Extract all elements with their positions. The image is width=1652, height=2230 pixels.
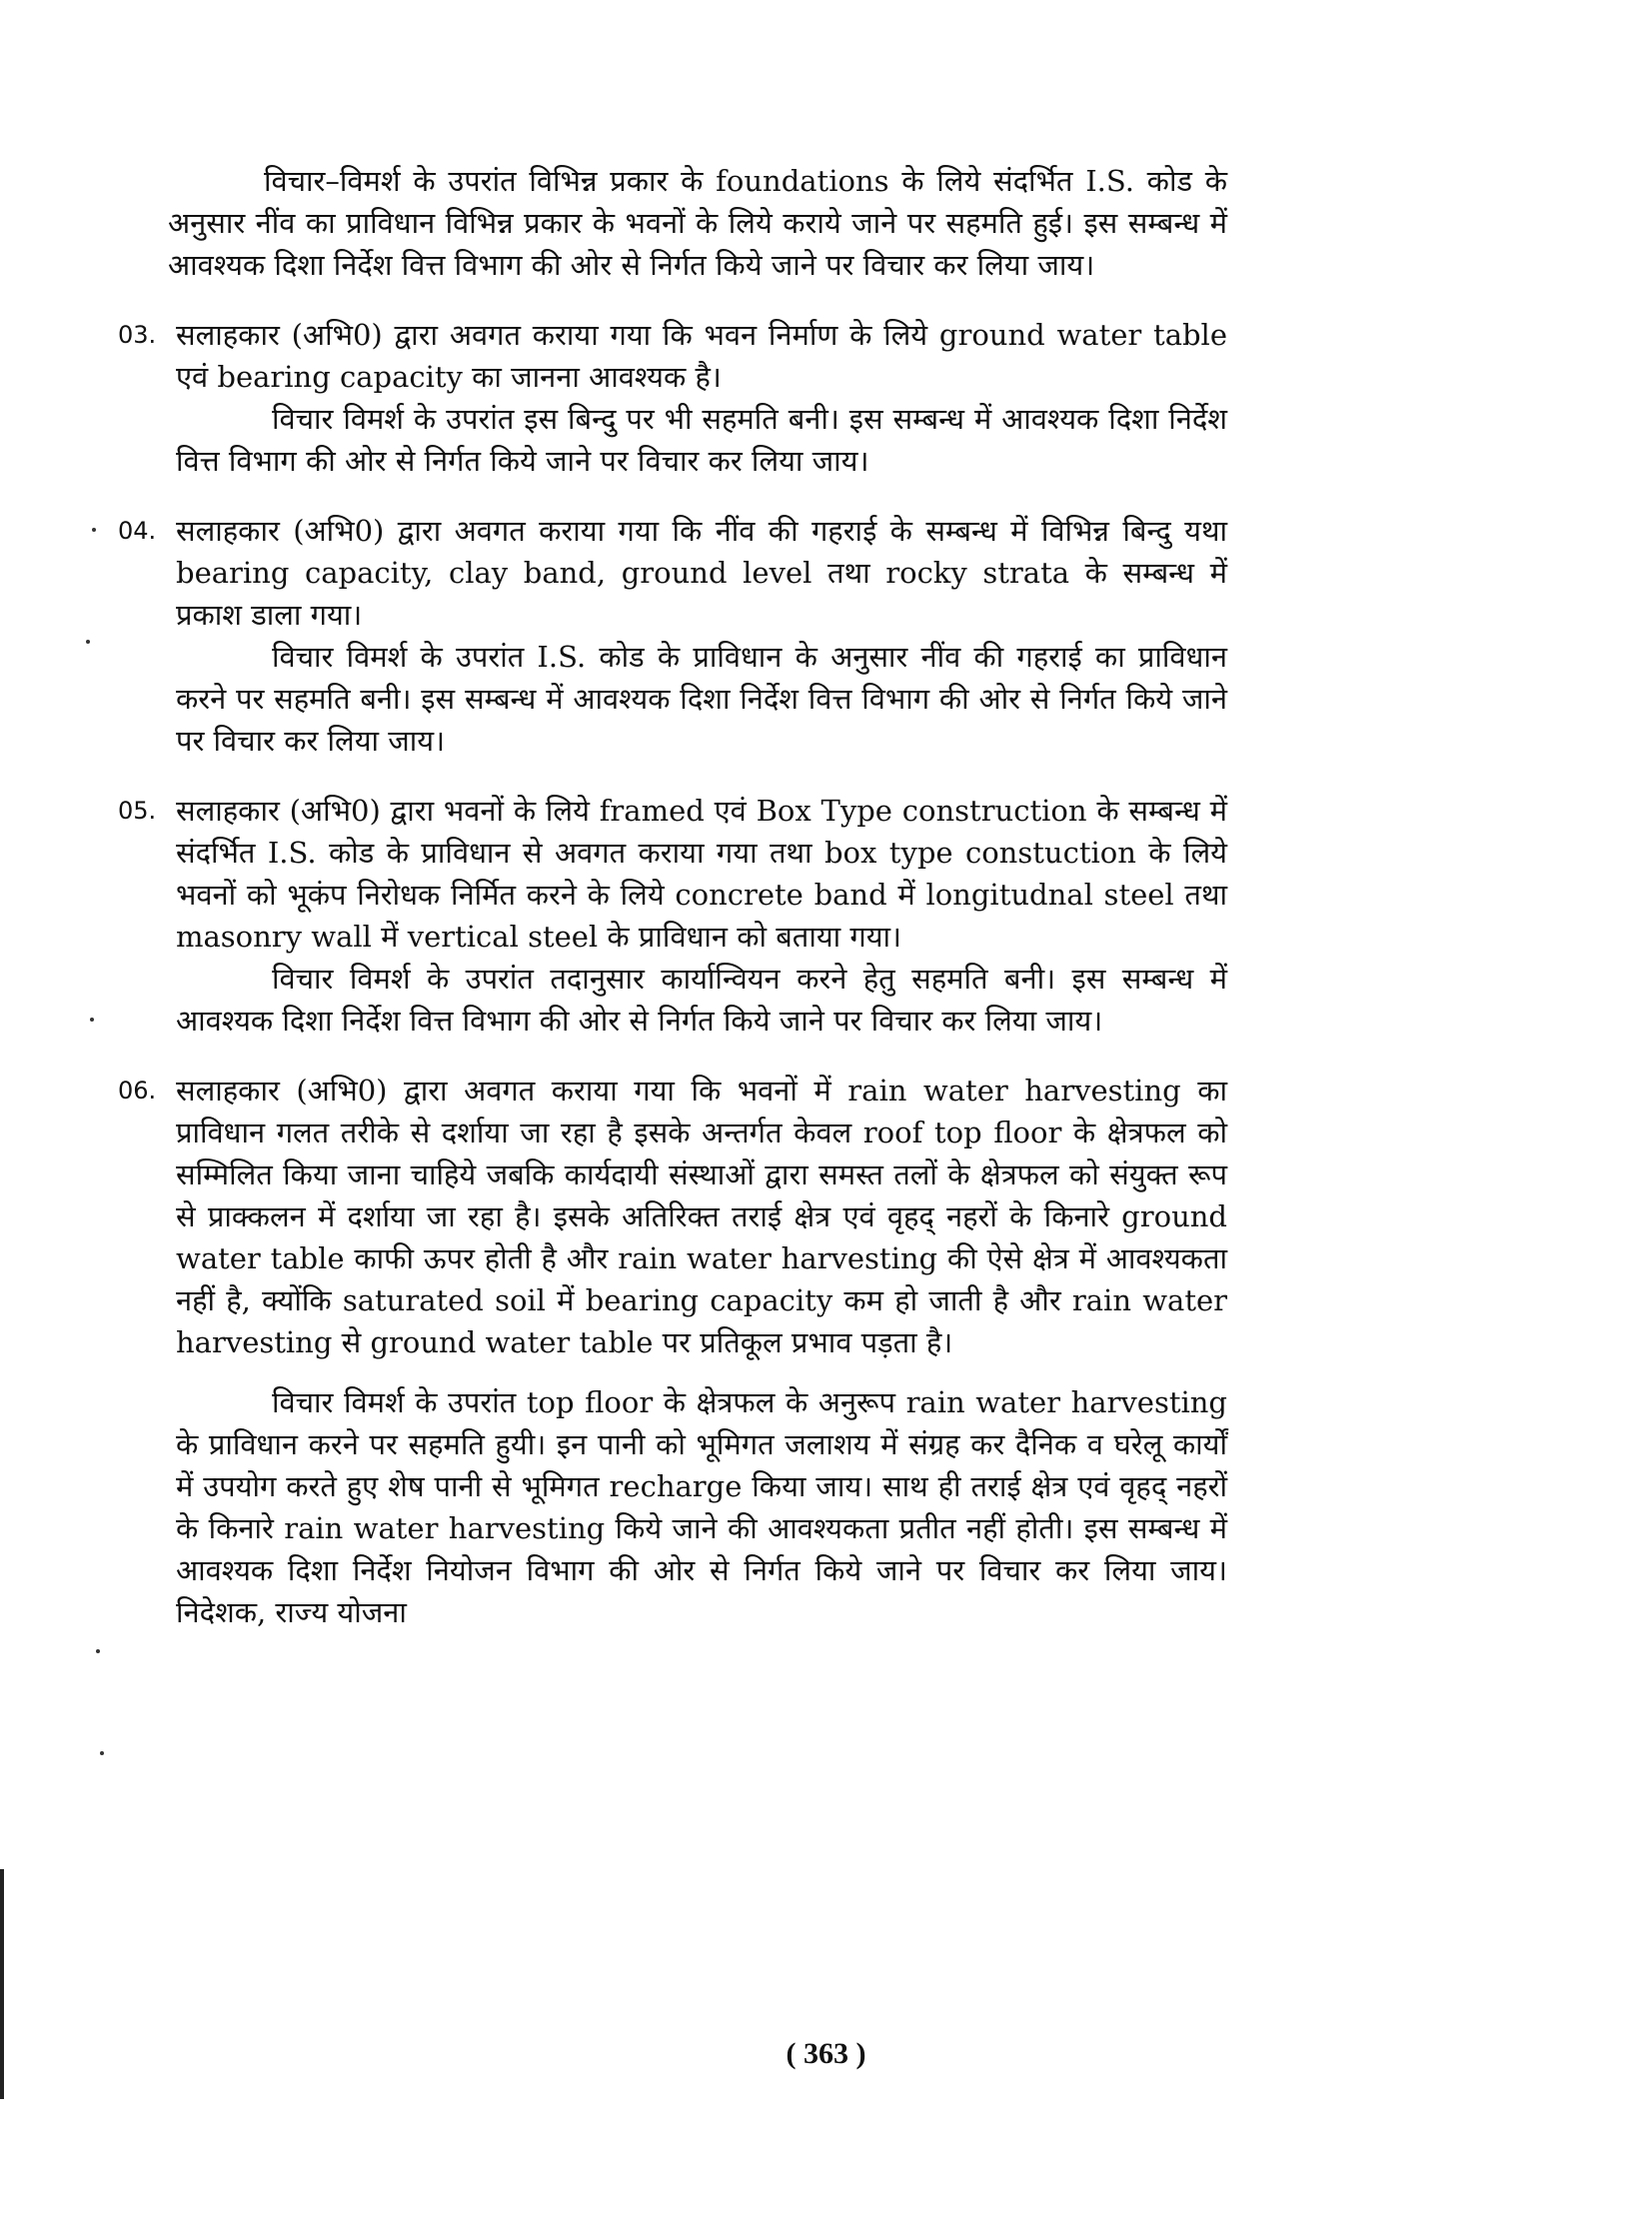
item-text: सलाहकार (अभि0) द्वारा अवगत कराया गया कि भवनों में rain water harvesting का प्राविधान गलत तरीके से दर्शाया जा रहा है इसके अन्तर्गत केवल roof top floor के क्षेत्रफल को सम्मिलित किया जाना चाहिये जबकि कार्यदायी संस्थाओं द्वारा समस्त तलों के क्षेत्रफल को संयुक्त रूप से प्राक्कलन में दर्शाया जा रहा है। इसके अतिरिक्त तराई क्षेत्र एवं वृहद् नहरों के किनारे ground water table काफी ऊपर होती है और rain water harvesting की ऐसे क्षेत्र में आवश्यकता नहीं है, क्योंकि saturated soil में bearing capacity कम हो जाती है और rain water harvesting से ground water table पर प्रतिकूल प्रभाव पड़ता है। xyxy=(176,1074,1227,1359)
page-number: ( 363 ) xyxy=(786,2037,866,2070)
item-text: सलाहकार (अभि0) द्वारा अवगत कराया गया कि नींव की गहराई के सम्बन्ध में विभिन्न बिन्दु यथा bearing capacity, clay band, ground level तथा rocky strata के सम्बन्ध में प्रकाश डाला गया। xyxy=(176,514,1227,632)
item-decision: विचार विमर्श के उपरांत तदानुसार कार्यान्वियन करने हेतु सहमति बनी। इस सम्बन्ध में आवश्यक दिशा निर्देश वित्त विभाग की ओर से निर्गत किये जाने पर विचार कर लिया जाय। xyxy=(176,962,1227,1038)
scan-speck xyxy=(90,1018,94,1022)
item-decision: विचार विमर्श के उपरांत इस बिन्दु पर भी सहमति बनी। इस सम्बन्ध में आवश्यक दिशा निर्देश वित्त विभाग की ओर से निर्गत किये जाने पर विचार कर लिया जाय। xyxy=(176,402,1227,478)
agenda-item-06 xyxy=(118,1070,1227,1633)
item-number: 05. xyxy=(118,797,157,825)
item-text: सलाहकार (अभि0) द्वारा अवगत कराया गया कि भवन निर्माण के लिये ground water table एवं bearing capacity का जानना आवश्यक है। xyxy=(176,318,1227,394)
item-number: 03. xyxy=(118,321,157,349)
agenda-item-04 xyxy=(118,510,1227,762)
document-body xyxy=(118,160,1227,1633)
scan-speck xyxy=(100,1751,104,1755)
scan-speck xyxy=(96,1649,100,1653)
item-number: 04. xyxy=(118,517,157,545)
intro-paragraph: विचार–विमर्श के उपरांत विभिन्न प्रकार के foundations के लिये संदर्भित I.S. कोड के अनुसार नींव का प्राविधान विभिन्न प्रकार के भवनों के लिये कराये जाने पर सहमति हुई। इस सम्बन्ध में आवश्यक दिशा निर्देश वित्त विभाग की ओर से निर्गत किये जाने पर विचार कर लिया जाय। xyxy=(168,164,1227,282)
scan-speck xyxy=(86,640,90,644)
agenda-item-03 xyxy=(118,314,1227,482)
item-decision: विचार विमर्श के उपरांत I.S. कोड के प्राविधान के अनुसार नींव की गहराई का प्राविधान करने पर सहमति बनी। इस सम्बन्ध में आवश्यक दिशा निर्देश वित्त विभाग की ओर से निर्गत किये जाने पर विचार कर लिया जाय। xyxy=(176,640,1227,758)
intro-block xyxy=(118,160,1227,286)
item-decision: विचार विमर्श के उपरांत top floor के क्षेत्रफल के अनुरूप rain water harvesting के प्राविधान करने पर सहमति हुयी। इन पानी को भूमिगत जलाशय में संग्रह कर दैनिक व घरेलू कार्यों में उपयोग करते हुए शेष पानी से भूमिगत recharge किया जाय। साथ ही तराई क्षेत्र एवं वृहद् नहरों के किनारे rain water harvesting किये जाने की आवश्यकता प्रतीत नहीं होती। इस सम्बन्ध में आवश्यक दिशा निर्देश नियोजन विभाग की ओर से निर्गत किये जाने पर विचार कर लिया जाय। निदेशक, राज्य योजना xyxy=(176,1385,1227,1629)
agenda-item-05 xyxy=(118,790,1227,1042)
scan-speck xyxy=(92,528,96,532)
item-text: सलाहकार (अभि0) द्वारा भवनों के लिये framed एवं Box Type construction के सम्बन्ध में संदर्भित I.S. कोड के प्राविधान से अवगत कराया गया तथा box type constuction के लिये भवनों को भूकंप निरोधक निर्मित करने के लिये concrete band में longitudnal steel तथा masonry wall में vertical steel के प्राविधान को बताया गया। xyxy=(176,794,1227,954)
item-number: 06. xyxy=(118,1077,157,1105)
